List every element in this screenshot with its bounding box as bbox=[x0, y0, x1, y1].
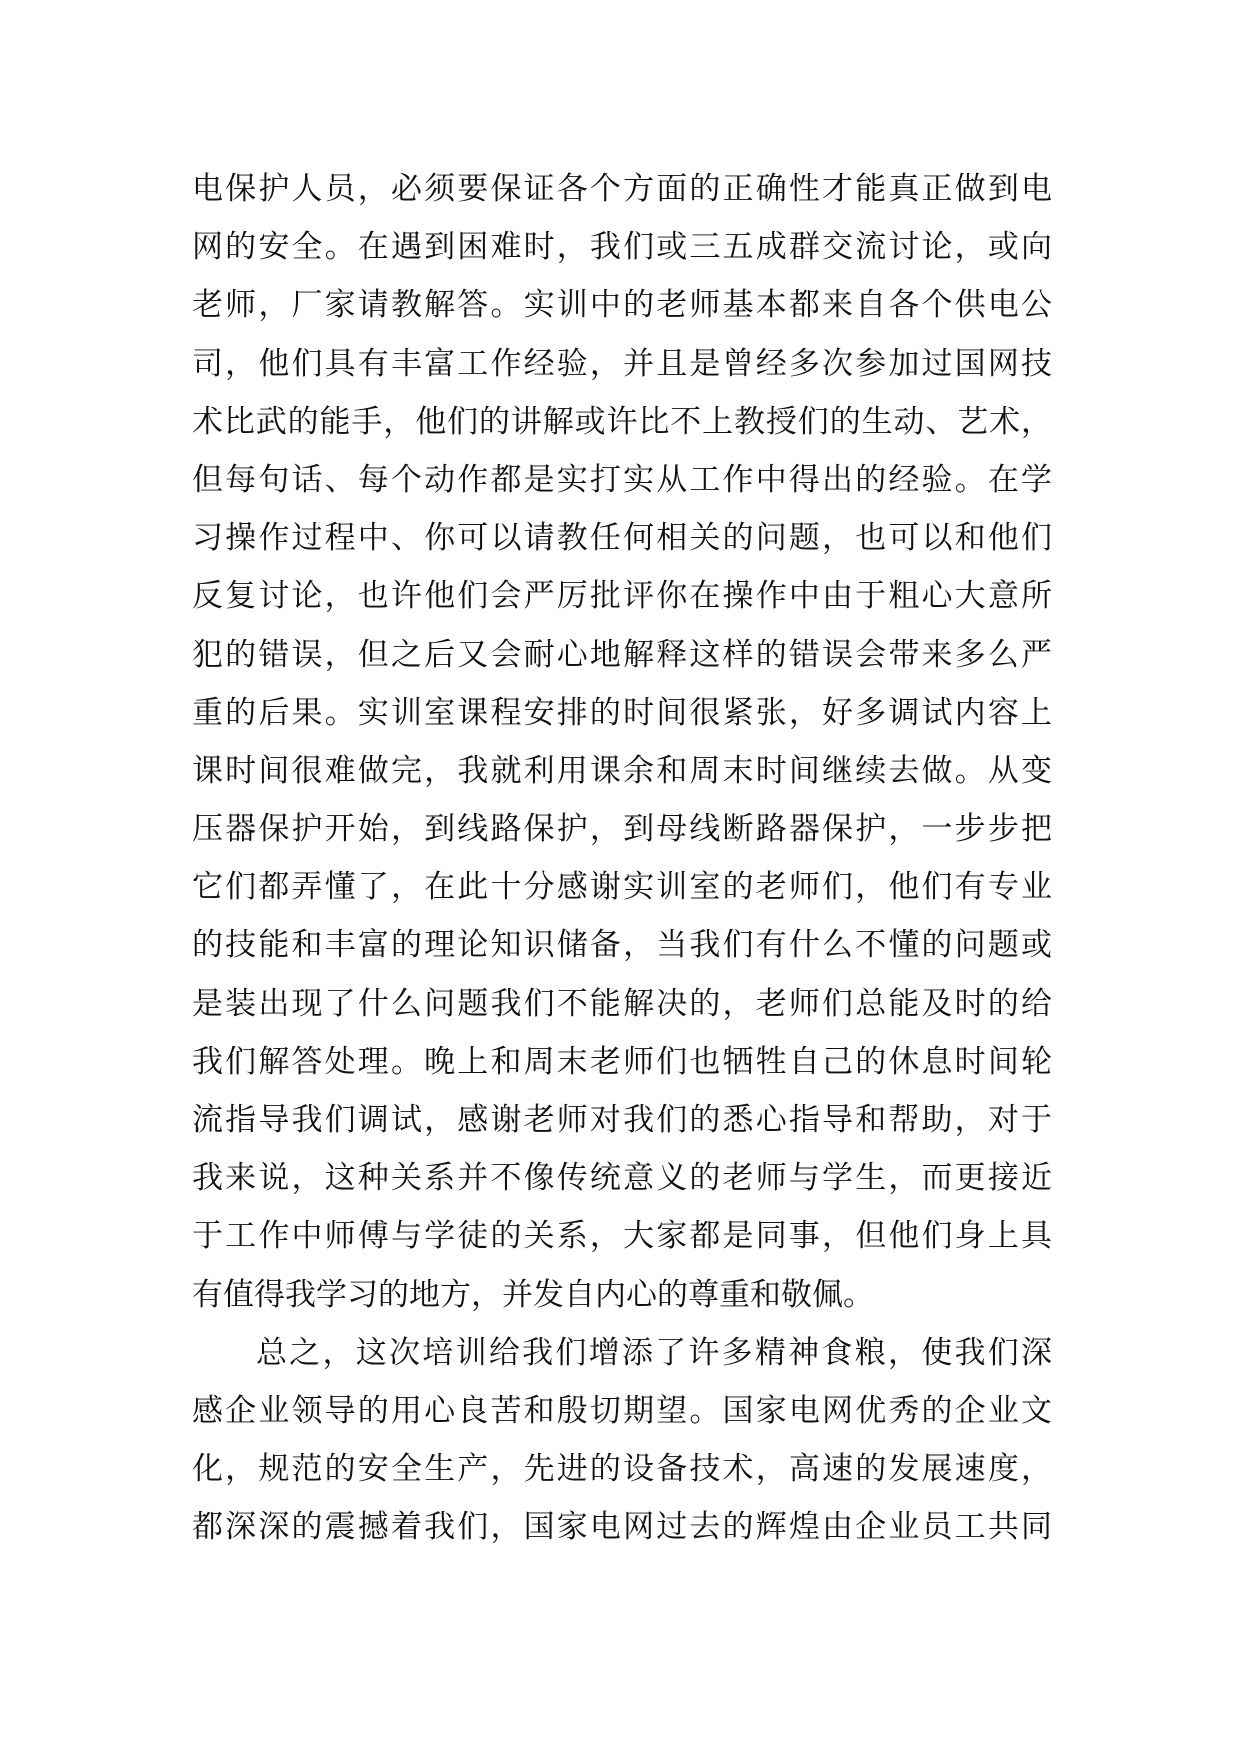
text-line: 的技能和丰富的理论知识储备，当我们有什么不懂的问题或 bbox=[192, 927, 1052, 964]
text-line: 总之，这次培训给我们增添了许多精神食粮，使我们深 bbox=[256, 1334, 1052, 1371]
text-line: 有值得我学习的地方，并发自内心的尊重和敬佩。 bbox=[192, 1276, 874, 1313]
text-line: 压器保护开始，到线路保护，到母线断路器保护，一步步把 bbox=[192, 811, 1052, 848]
text-line: 网的安全。在遇到困难时，我们或三五成群交流讨论，或向 bbox=[192, 229, 1052, 266]
document-body bbox=[192, 160, 1052, 1557]
text-line: 但每句话、每个动作都是实打实从工作中得出的经验。在学 bbox=[192, 461, 1052, 498]
text-line: 感企业领导的用心良苦和殷切期望。国家电网优秀的企业文 bbox=[192, 1392, 1052, 1429]
text-line: 都深深的震撼着我们，国家电网过去的辉煌由企业员工共同 bbox=[192, 1509, 1052, 1546]
text-line: 我来说，这种关系并不像传统意义的老师与学生，而更接近 bbox=[192, 1160, 1052, 1197]
text-line: 司，他们具有丰富工作经验，并且是曾经多次参加过国网技 bbox=[192, 345, 1052, 382]
paragraph-1 bbox=[192, 160, 1052, 1324]
text-line: 课时间很难做完，我就利用课余和周末时间继续去做。从变 bbox=[192, 752, 1052, 789]
text-line: 反复讨论，也许他们会严厉批评你在操作中由于粗心大意所 bbox=[192, 578, 1052, 615]
text-line: 重的后果。实训室课程安排的时间很紧张，好多调试内容上 bbox=[192, 694, 1052, 731]
text-line: 电保护人员，必须要保证各个方面的正确性才能真正做到电 bbox=[192, 171, 1052, 207]
text-line: 它们都弄懂了，在此十分感谢实训室的老师们，他们有专业 bbox=[192, 869, 1052, 906]
paragraph-2 bbox=[192, 1324, 1052, 1557]
text-line: 术比武的能手，他们的讲解或许比不上教授们的生动、艺术， bbox=[192, 403, 1052, 440]
text-line: 化，规范的安全生产，先进的设备技术，高速的发展速度， bbox=[192, 1451, 1052, 1488]
text-line: 习操作过程中、你可以请教任何相关的问题，也可以和他们 bbox=[192, 520, 1052, 557]
text-line: 犯的错误，但之后又会耐心地解释这样的错误会带来多么严 bbox=[192, 636, 1052, 673]
text-line: 老师，厂家请教解答。实训中的老师基本都来自各个供电公 bbox=[192, 287, 1052, 324]
text-line: 流指导我们调试，感谢老师对我们的悉心指导和帮助，对于 bbox=[192, 1102, 1052, 1138]
text-line: 是装出现了什么问题我们不能解决的，老师们总能及时的给 bbox=[192, 985, 1052, 1022]
text-line: 我们解答处理。晚上和周末老师们也牺牲自己的休息时间轮 bbox=[192, 1043, 1052, 1080]
text-line: 于工作中师傅与学徒的关系，大家都是同事，但他们身上具 bbox=[192, 1218, 1052, 1255]
